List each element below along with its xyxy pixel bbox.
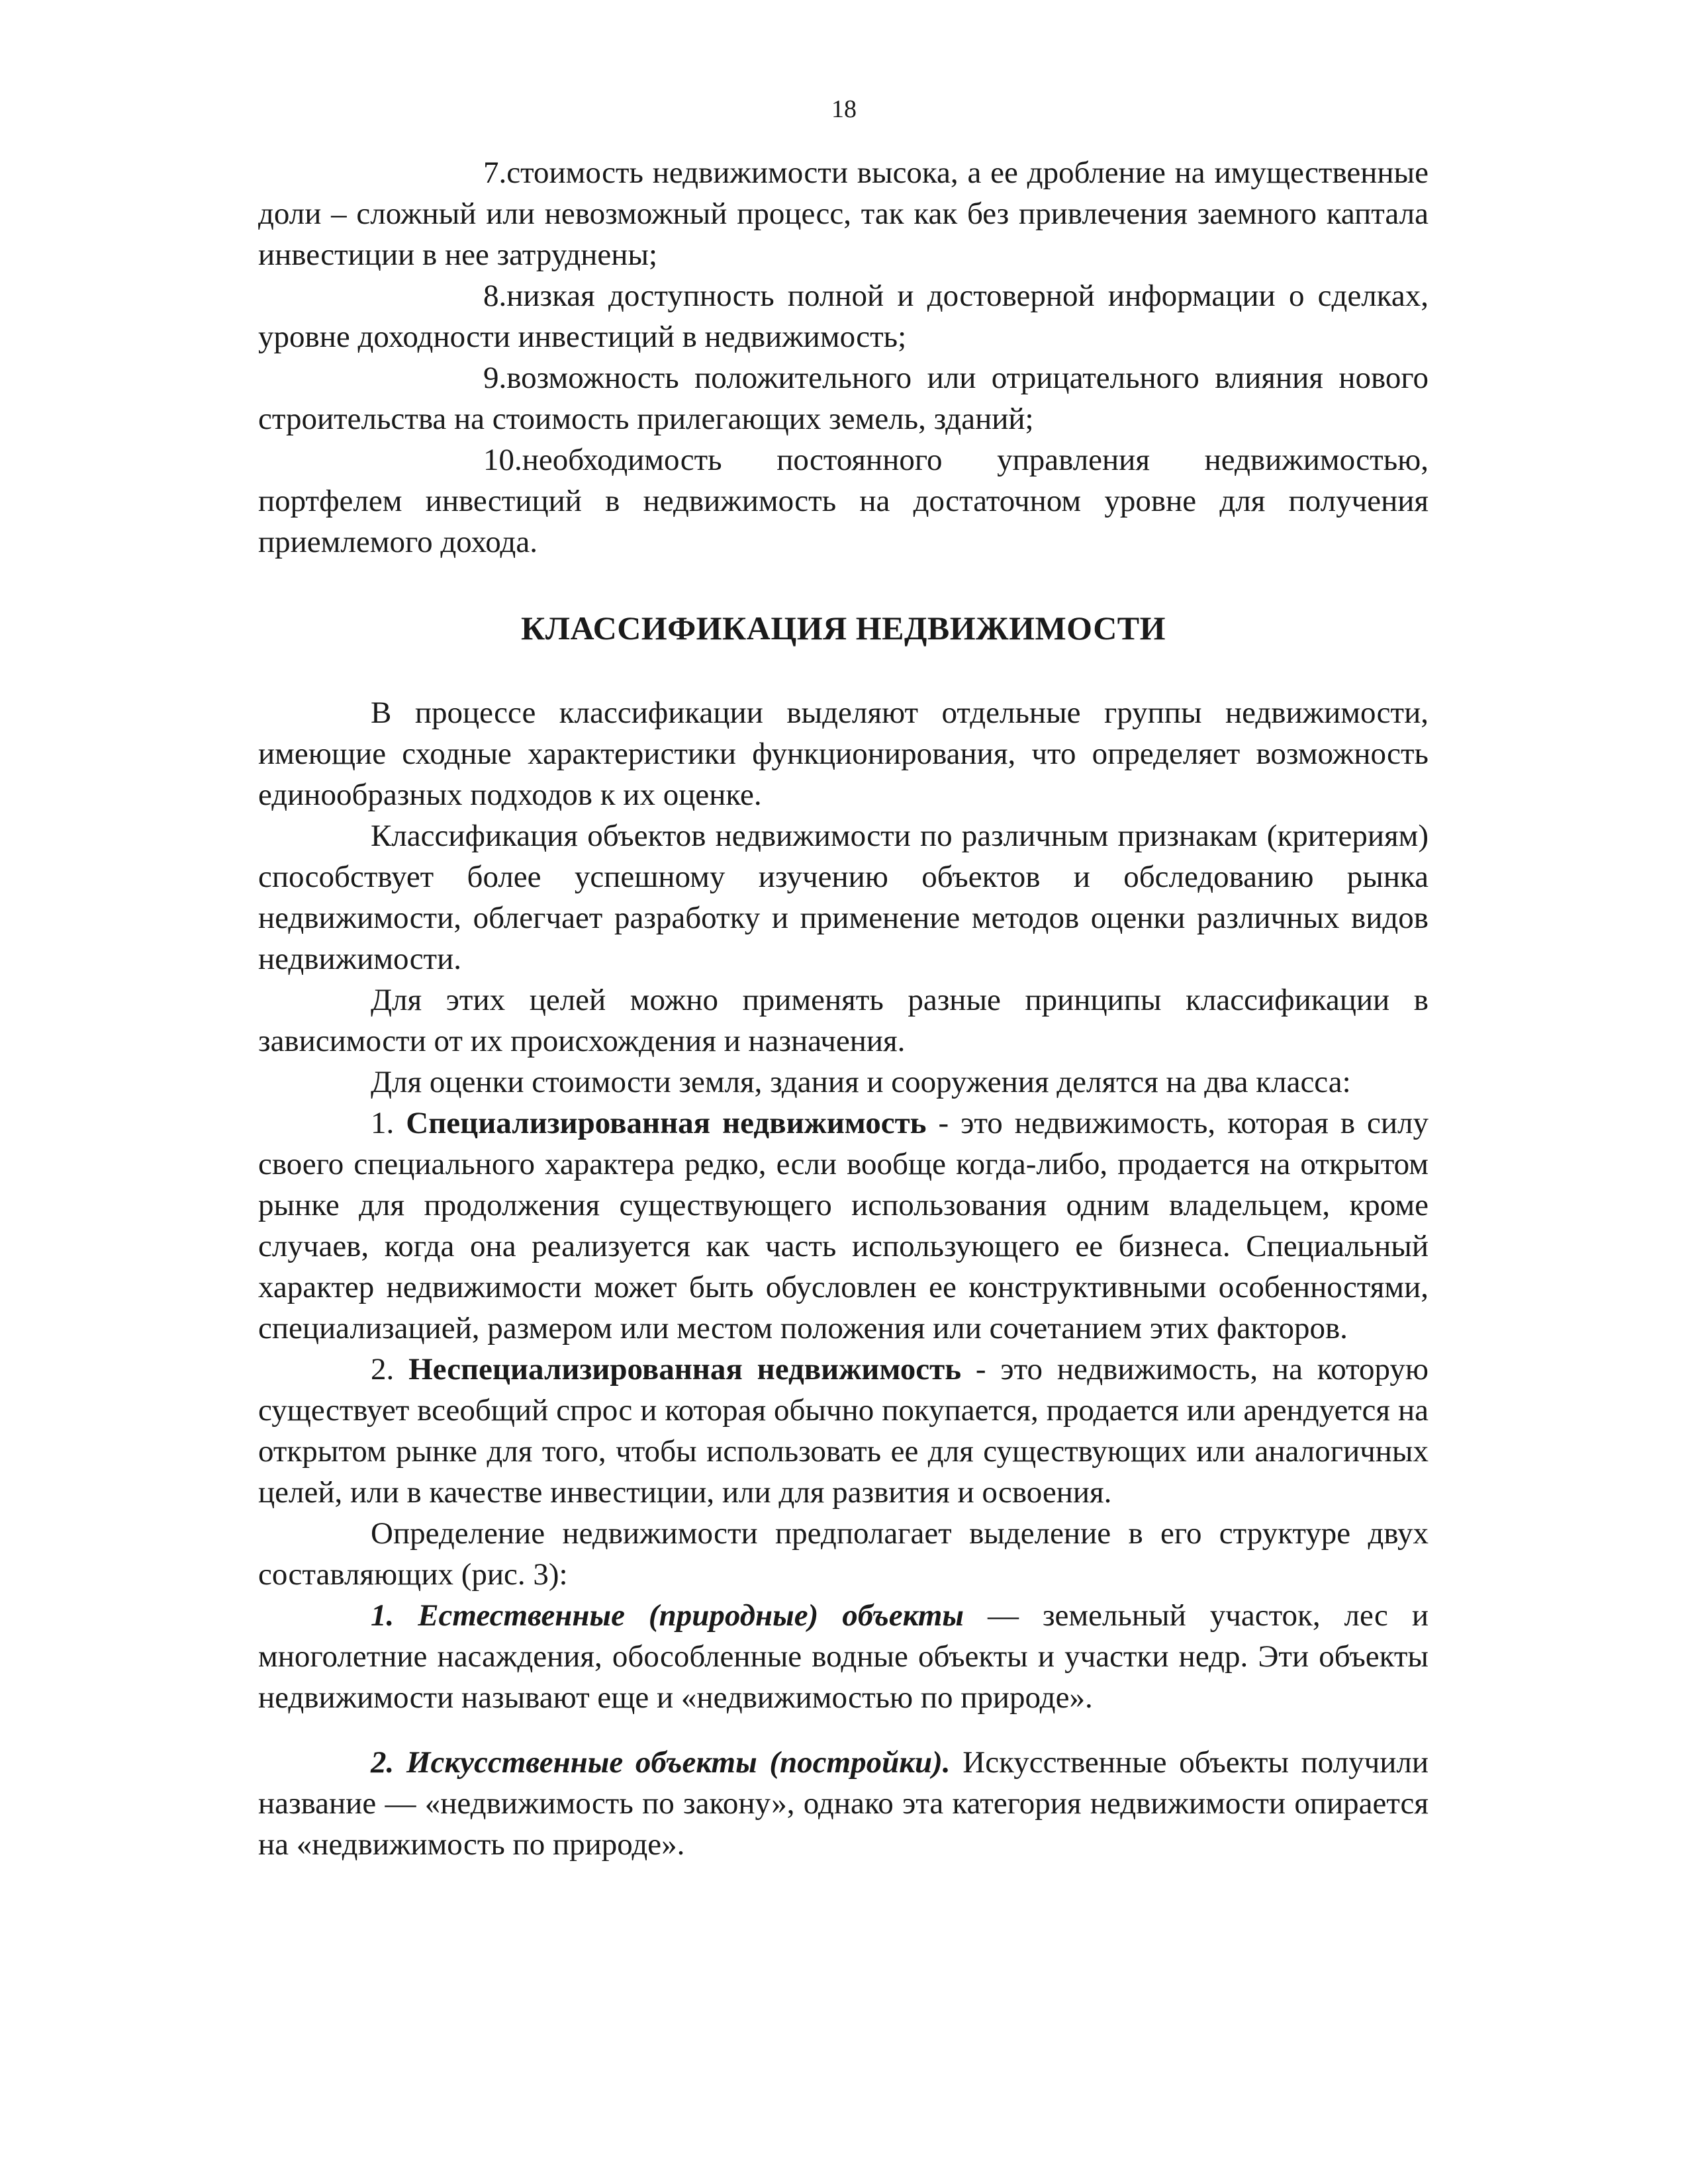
section-heading: КЛАССИФИКАЦИЯ НЕДВИЖИМОСТИ [520, 610, 1166, 647]
paragraph-classification-principles: Для этих целей можно применять разные принципы классификации в зависимости от их происхождения и назначения. [258, 983, 1429, 1058]
list-item-number: 8. [483, 279, 507, 313]
list-item-text: низкая доступность полной и достоверной информации о сделках, уровне доходности инвестиций в недвижимость; [258, 279, 1429, 354]
definition-text: - это недвижимость, которая в силу своего специального характера редко, если вообще когда-либо, продается на открытом рынке для продолжения существующего использования одним владельцем, кроме случаев, когда она реализуется как часть использующего ее бизнеса. Специальный характер недвижимости может быть обусловлен ее конструктивными особенностями, специализацией, размером или местом положения или сочетанием этих факторов. [258, 1106, 1429, 1345]
page-number: 18 [831, 95, 857, 123]
item-number: 2. [371, 1352, 395, 1387]
paragraph-nonspecialized-property [258, 1349, 1429, 1513]
paragraph-natural-objects [258, 1595, 1429, 1718]
list-item-10 [258, 439, 1429, 563]
list-item-text: стоимость недвижимости высока, а ее дробление на имущественные доли – сложный или невозможный процесс, так как без привлечения заемного каптала инвестиции в нее затруднены; [258, 156, 1429, 272]
list-item-8 [258, 275, 1429, 357]
list-item-7 [258, 152, 1429, 275]
list-item-number: 9. [483, 361, 507, 395]
definition-text: Искусственные объекты получили название — «недвижимость по закону», однако эта категория недвижимости опирается на «недвижимость по природе». [258, 1745, 1429, 1862]
paragraph-artificial-objects [258, 1742, 1429, 1865]
list-item-9 [258, 357, 1429, 439]
term-natural-objects: 1. Естественные (природные) объекты [371, 1598, 964, 1633]
page-content [258, 152, 1429, 1865]
definition-text: - это недвижимость, на которую существует всеобщий спрос и которая обычно покупается, продается или арендуется на открытом рынке для того, чтобы использовать ее для существующих или аналогичных целей, или в качестве инвестиции, или для развития и освоения. [258, 1352, 1429, 1510]
list-item-text: необходимость постоянного управления недвижимостью, портфелем инвестиций в недвижимость на достаточном уровне для получения приемлемого дохода. [258, 443, 1429, 559]
paragraph-two-classes: Для оценки стоимости земля, здания и сооружения делятся на два класса: [371, 1065, 1351, 1099]
term-specialized-property: Специализированная недвижимость [406, 1106, 927, 1140]
definition-text: — земельный участок, лес и многолетние насаждения, обособленные водные объекты и участки недр. Эти объекты недвижимости называют еще и «недвижимостью по природе». [258, 1598, 1429, 1715]
list-item-text: возможность положительного или отрицательного влияния нового строительства на стоимость прилегающих земель, зданий; [258, 361, 1429, 436]
item-number: 1. [371, 1106, 395, 1140]
list-item-number: 10. [483, 443, 522, 477]
list-item-number: 7. [483, 156, 507, 190]
term-artificial-objects: 2. Искусственные объекты (постройки). [371, 1745, 951, 1780]
paragraph-classification-criteria: Классификация объектов недвижимости по различным признакам (критериям) способствует более успешному изучению объектов и обследованию рынка недвижимости, облегчает разработку и применение методов оценки различных видов недвижимости. [258, 819, 1429, 976]
paragraph-property-structure: Определение недвижимости предполагает выделение в его структуре двух составляющих (рис. 3): [258, 1516, 1429, 1592]
term-nonspecialized-property: Неспециализированная недвижимость [408, 1352, 962, 1387]
paragraph-specialized-property [258, 1103, 1429, 1349]
paragraph-classification-groups: В процессе классификации выделяют отдельные группы недвижимости, имеющие сходные характеристики функционирования, что определяет возможность единообразных подходов к их оценке. [258, 696, 1429, 812]
